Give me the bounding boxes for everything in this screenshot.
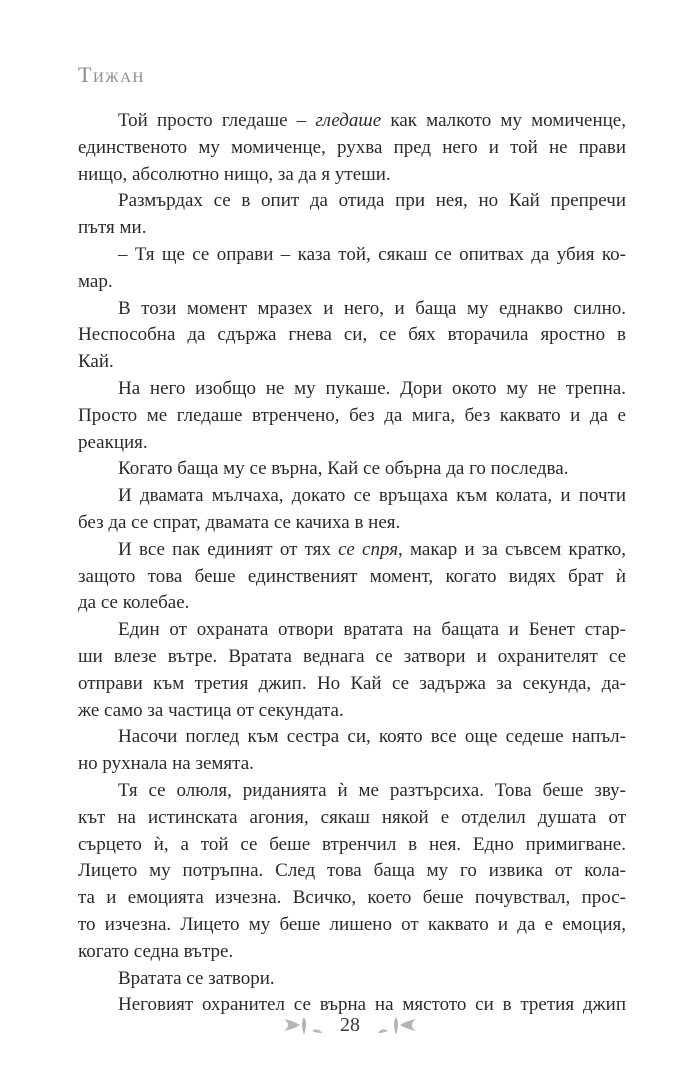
- text-line: сърцето ѝ, а той се беше втренчил в нея. Едно примигване.: [78, 833, 626, 855]
- text-line: единственото му момиченце, рухва пред него и той не прави: [78, 136, 626, 158]
- text-line: Един от охраната отвори вратата на бащата и Бенет стар-: [118, 619, 626, 641]
- text-line: без да се спрат, двамата се качиха в нея.: [78, 511, 401, 533]
- text-line: Просто ме гледаше втренчено, без да мига, без каквато и да е: [78, 404, 626, 426]
- text-line: Лицето му потръпна. След това баща му го извика от кола-: [78, 860, 626, 882]
- text-line: но рухнала на земята.: [78, 753, 254, 775]
- fleuron-right-icon: [374, 1013, 418, 1037]
- text-line: Кай.: [78, 351, 114, 373]
- emphasis: се спря: [338, 538, 399, 560]
- emphasis: гледаше: [315, 110, 382, 131]
- text-line: ши влезе вътре. Вратата веднага се затвори и охранителят се: [78, 645, 626, 667]
- text-line: Неспособна да сдържа гнева си, се бях вторачила яростно в: [78, 324, 626, 346]
- text-line: Неговият охранител се върна на мястото си в третия джип: [118, 994, 626, 1016]
- page-footer: [0, 1010, 700, 1040]
- text-line: та и емоцията изчезна. Всичко, което беше почувствал, прос-: [78, 887, 626, 909]
- text-line: реакция.: [78, 431, 148, 453]
- text-line: когато седна вътре.: [78, 940, 234, 962]
- text-line: отправи към третия джип. Но Кай се задържа за секунда, да-: [78, 672, 626, 694]
- text-line: кът на истинската агония, сякаш някой е отделил душата от: [78, 806, 626, 828]
- text-line: мар.: [78, 270, 113, 292]
- text-line: Размърдах се в опит да отида при нея, но Кай препречи: [118, 190, 626, 212]
- text-line: пътя ми.: [78, 217, 147, 239]
- text-line: же само за частица от секундата.: [78, 699, 344, 721]
- text-line: да се колебае.: [78, 592, 190, 614]
- text-line: то изчезна. Лицето му беше лишено от каквато и да е емоция,: [78, 913, 626, 935]
- text-line: Насочи поглед към сестра си, която все още седеше напъл-: [118, 726, 626, 748]
- text-line: Той просто гледаше – гледаше как малкото му момиченце,: [118, 110, 626, 131]
- running-head: Тижан: [78, 62, 145, 87]
- body-text: [78, 108, 626, 1019]
- text-line: И все пак единият от тях се спря, макар и за съвсем кратко,: [118, 538, 626, 560]
- text-line: Вратата се затвори.: [118, 967, 275, 989]
- text-line: защото това беше единственият момент, когато видях брат ѝ: [78, 565, 626, 587]
- page-number: 28: [340, 1013, 360, 1036]
- text-line: – Тя ще се оправи – каза той, сякаш се опитвах да убия ко-: [118, 243, 626, 265]
- text-line: На него изобщо не му пукаше. Дори окото му не трепна.: [118, 377, 626, 399]
- text-line: В този момент мразех и него, и баща му еднакво силно.: [118, 297, 626, 319]
- text-line: нищо, абсолютно нищо, за да я утеши.: [78, 163, 391, 185]
- text-line: Когато баща му се върна, Кай се обърна да го последва.: [118, 458, 569, 480]
- fleuron-left-icon: [282, 1013, 326, 1037]
- text-line: И двамата мълчаха, докато се връщаха към колата, и почти: [118, 485, 626, 507]
- text-line: Тя се олюля, риданията ѝ ме разтърсиха. Това беше зву-: [118, 779, 626, 801]
